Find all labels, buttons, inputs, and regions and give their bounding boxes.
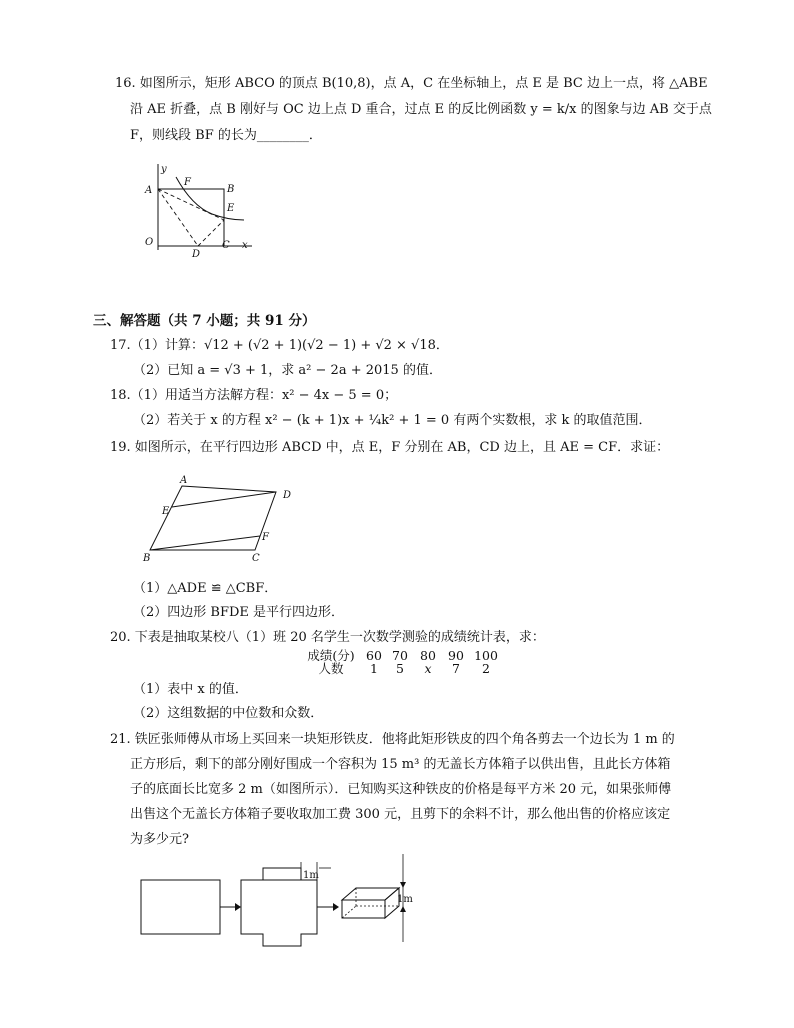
q20-sub-2: （2）这组数据的中位数和众数． [133,706,324,721]
label-y: y [161,164,167,175]
label-x: x [242,240,248,251]
box-front [342,900,385,918]
score-table [300,649,502,675]
q21-line-5: 为多少元? [130,832,189,847]
q17-line-1: 17.（1）计算：√12 + (√2 + 1)(√2 − 1) + √2 × √18． [110,338,449,353]
q17-line-2: （2）已知 a = √3 + 1，求 a² − 2a + 2015 的值． [133,363,442,378]
table-cell: 7 [452,661,460,676]
table-cell: 人数 [318,661,344,676]
q21-figure [135,852,425,948]
rectangle-abco [158,189,224,246]
label-e: E [227,203,235,214]
arrow-1-head [235,903,241,911]
q18-line-2: （2）若关于 x 的方程 x² − (k + 1)x + ¼k² + 1 = 0 有两个实数根，求 k 的取值范围． [133,413,652,428]
label-c: C [252,553,260,564]
q16-line-3: F，则线段 BF 的长为________． [130,128,322,143]
table-cell: 100 [474,648,498,663]
q19-line-1: 19. 如图所示，在平行四边形 ABCD 中，点 E，F 分别在 AB，CD 边上，且 AE = CF．求证： [110,440,670,455]
q20-line-1: 20. 下表是抽取某校八（1）班 20 名学生一次数学测验的成绩统计表，求： [110,630,545,645]
fold-line-ae [158,189,224,220]
table-cell: 60 [366,648,382,663]
q20-sub-1: （1）表中 x 的值． [133,682,248,697]
score-table-count-row [300,662,502,675]
q18-line-1: 18.（1）用适当方法解方程：x² − 4x − 5 = 0； [110,388,398,403]
q16-figure [140,160,260,260]
table-cell: 1 [370,661,378,676]
label-f: F [184,177,191,188]
section-3-title: 三、解答题（共 7 小题；共 91 分） [93,313,316,329]
q21-line-4: 出售这个无盖长方体箱子要收取加工费 300 元，且剪下的余料不计，那么他出售的价格应该定 [130,807,671,822]
table-cell: 5 [396,661,404,676]
label-c: C [222,240,230,251]
iron-sheet-rect [141,880,220,934]
q19-figure [140,470,300,566]
fold-line-de [198,220,224,246]
q21-line-2: 正方形后，剩下的部分刚好围成一个容积为 15 m³ 的无盖长方体箱子以供出售，且此长方体箱 [130,757,671,772]
q19-sub-2: （2）四边形 BFDE 是平行四边形． [133,605,345,620]
label-d: D [192,249,201,260]
box-top [342,888,399,900]
arrow-2-head [333,903,339,911]
q19-sub-1: （1）△ADE ≌ △CBF． [133,581,278,596]
label-b: B [227,184,235,195]
q21-line-1: 21. 铁匠张师傅从市场上买回来一块矩形铁皮．他将此矩形铁皮的四个角各剪去一个边长为 1 m 的 [110,732,675,747]
label-b: B [143,553,151,564]
segment-ed [172,492,276,507]
q16-line-1: 16. 如图所示，矩形 ABCO 的顶点 B(10,8)，点 A，C 在坐标轴上，点 E 是 BC 边上一点，将 △ABE [115,76,708,91]
cut-size-label: 1m [303,870,319,881]
label-d: D [283,490,292,501]
box-hidden-edge [342,906,356,918]
parallelogram-abcd [150,486,276,550]
label-f: F [262,532,269,543]
fold-line-ad [158,189,198,246]
q16-line-2: 沿 AE 折叠，点 B 刚好与 OC 边上点 D 重合，过点 E 的反比例函数 y = k/x 的图象与边 AB 交于点 [130,102,712,117]
label-o: O [145,237,154,248]
table-cell: 90 [448,648,464,663]
table-cell: 80 [420,648,436,663]
height-marker-arrow [400,906,406,912]
label-e: E [162,506,170,517]
label-a: A [145,185,153,196]
segment-bf [150,536,260,550]
table-cell: 2 [482,661,490,676]
q21-line-3: 子的底面长比宽多 2 m（如图所示）．已知购买这种铁皮的价格是每平方米 20 元，如果张师傅 [130,782,672,797]
label-a: A [180,475,188,486]
table-cell: x [424,661,432,676]
table-cell: 成绩(分) [307,648,355,663]
box-height-label: 1m [397,894,413,905]
table-cell: 70 [392,648,408,663]
height-marker-arrow [400,882,406,888]
